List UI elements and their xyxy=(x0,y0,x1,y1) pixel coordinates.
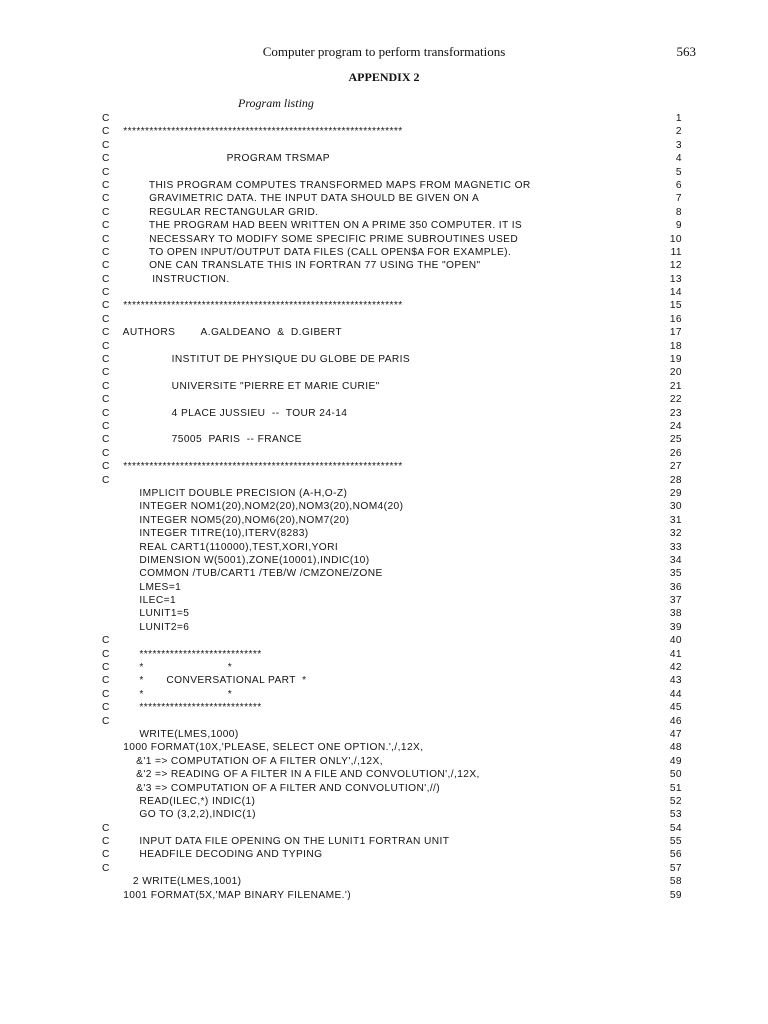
code-text: INSTITUT DE PHYSIQUE DU GLOBE DE PARIS xyxy=(120,354,411,366)
code-text: &'3 => COMPUTATION OF A FILTER AND CONVOLUTION',//) xyxy=(120,782,441,794)
line-number: 24 xyxy=(669,420,682,432)
line-number: 13 xyxy=(669,273,682,285)
listing-line xyxy=(0,273,768,286)
line-number: 54 xyxy=(669,822,682,834)
line-number: 4 xyxy=(675,153,682,165)
listing-line xyxy=(0,152,768,165)
code-text: &'1 => COMPUTATION OF A FILTER ONLY',/,12X, xyxy=(120,755,383,767)
listing-line xyxy=(0,500,768,513)
comment-marker: C xyxy=(102,862,110,874)
line-number: 10 xyxy=(669,233,682,245)
comment-marker: C xyxy=(102,153,110,165)
code-text: ILEC=1 xyxy=(120,595,177,607)
comment-marker: C xyxy=(102,461,110,473)
comment-marker: C xyxy=(102,300,110,312)
listing-line xyxy=(0,848,768,861)
code-text: HEADFILE DECODING AND TYPING xyxy=(120,849,323,861)
code-text: LUNIT2=6 xyxy=(120,621,190,633)
listing-line xyxy=(0,782,768,795)
listing-line xyxy=(0,393,768,406)
line-number: 23 xyxy=(669,407,682,419)
line-number: 3 xyxy=(675,139,682,151)
listing-line xyxy=(0,112,768,125)
listing-line xyxy=(0,554,768,567)
code-text: DIMENSION W(5001),ZONE(10001),INDIC(10) xyxy=(120,554,370,566)
line-number: 17 xyxy=(669,327,682,339)
listing-line xyxy=(0,835,768,848)
listing-line xyxy=(0,889,768,902)
listing-line xyxy=(0,755,768,768)
comment-marker: C xyxy=(102,273,110,285)
comment-marker: C xyxy=(102,715,110,727)
listing-line xyxy=(0,514,768,527)
comment-marker: C xyxy=(102,434,110,446)
listing-line xyxy=(0,206,768,219)
code-text: * * xyxy=(120,662,233,674)
line-number: 59 xyxy=(669,889,682,901)
line-number: 57 xyxy=(669,862,682,874)
line-number: 44 xyxy=(669,688,682,700)
listing-line xyxy=(0,353,768,366)
code-text: THE PROGRAM HAD BEEN WRITTEN ON A PRIME 350 COMPUTER. IT IS xyxy=(120,220,523,232)
comment-marker: C xyxy=(102,367,110,379)
listing-line xyxy=(0,139,768,152)
listing-line xyxy=(0,768,768,781)
listing-line xyxy=(0,460,768,473)
comment-marker: C xyxy=(102,327,110,339)
code-text: AUTHORS A.GALDEANO & D.GIBERT xyxy=(120,327,343,339)
line-number: 26 xyxy=(669,447,682,459)
listing-line xyxy=(0,581,768,594)
line-number: 41 xyxy=(669,648,682,660)
comment-marker: C xyxy=(102,836,110,848)
code-text: LUNIT1=5 xyxy=(120,608,190,620)
line-number: 27 xyxy=(669,461,682,473)
line-number: 18 xyxy=(669,340,682,352)
line-number: 52 xyxy=(669,795,682,807)
comment-marker: C xyxy=(102,662,110,674)
line-number: 32 xyxy=(669,528,682,540)
listing-line xyxy=(0,621,768,634)
line-number: 16 xyxy=(669,313,682,325)
listing-caption: Program listing xyxy=(238,96,314,110)
comment-marker: C xyxy=(102,675,110,687)
line-number: 5 xyxy=(675,166,682,178)
line-number: 6 xyxy=(675,179,682,191)
comment-marker: C xyxy=(102,260,110,272)
line-number: 14 xyxy=(669,287,682,299)
comment-marker: C xyxy=(102,635,110,647)
code-text: **************************************************************** xyxy=(120,300,403,312)
code-text: **************************************************************** xyxy=(120,461,403,473)
listing-line xyxy=(0,648,768,661)
comment-marker: C xyxy=(102,474,110,486)
comment-marker: C xyxy=(102,287,110,299)
listing-line xyxy=(0,875,768,888)
listing-line xyxy=(0,233,768,246)
comment-marker: C xyxy=(102,354,110,366)
listing-line xyxy=(0,634,768,647)
code-text: INPUT DATA FILE OPENING ON THE LUNIT1 FORTRAN UNIT xyxy=(120,836,450,848)
code-text: GO TO (3,2,2),INDIC(1) xyxy=(120,809,256,821)
line-number: 50 xyxy=(669,769,682,781)
code-text: UNIVERSITE "PIERRE ET MARIE CURIE" xyxy=(120,380,380,392)
listing-line xyxy=(0,433,768,446)
listing-line xyxy=(0,822,768,835)
listing-line xyxy=(0,326,768,339)
comment-marker: C xyxy=(102,340,110,352)
listing-line xyxy=(0,674,768,687)
line-number: 38 xyxy=(669,608,682,620)
comment-marker: C xyxy=(102,407,110,419)
code-text: INSTRUCTION. xyxy=(120,273,230,285)
line-number: 20 xyxy=(669,367,682,379)
comment-marker: C xyxy=(102,702,110,714)
code-text: NECESSARY TO MODIFY SOME SPECIFIC PRIME SUBROUTINES USED xyxy=(120,233,519,245)
code-text: * * xyxy=(120,688,233,700)
line-number: 30 xyxy=(669,501,682,513)
listing-line xyxy=(0,487,768,500)
comment-marker: C xyxy=(102,313,110,325)
code-text: REGULAR RECTANGULAR GRID. xyxy=(120,206,319,218)
comment-marker: C xyxy=(102,193,110,205)
listing-line xyxy=(0,474,768,487)
line-number: 8 xyxy=(675,206,682,218)
listing-line xyxy=(0,795,768,808)
listing-line xyxy=(0,715,768,728)
page-number: 563 xyxy=(676,44,696,59)
line-number: 48 xyxy=(669,742,682,754)
listing-line xyxy=(0,594,768,607)
comment-marker: C xyxy=(102,420,110,432)
line-number: 21 xyxy=(669,380,682,392)
line-number: 22 xyxy=(669,394,682,406)
line-number: 55 xyxy=(669,836,682,848)
listing-line xyxy=(0,313,768,326)
listing-line xyxy=(0,219,768,232)
listing-line xyxy=(0,192,768,205)
code-text: 75005 PARIS -- FRANCE xyxy=(120,434,302,446)
listing-line xyxy=(0,259,768,272)
line-number: 28 xyxy=(669,474,682,486)
comment-marker: C xyxy=(102,648,110,660)
comment-marker: C xyxy=(102,849,110,861)
line-number: 15 xyxy=(669,300,682,312)
comment-marker: C xyxy=(102,179,110,191)
listing-line xyxy=(0,728,768,741)
line-number: 37 xyxy=(669,595,682,607)
line-number: 43 xyxy=(669,675,682,687)
line-number: 12 xyxy=(669,260,682,272)
code-text: * CONVERSATIONAL PART * xyxy=(120,675,307,687)
listing-line xyxy=(0,366,768,379)
listing-line xyxy=(0,380,768,393)
line-number: 29 xyxy=(669,487,682,499)
listing-line xyxy=(0,299,768,312)
line-number: 34 xyxy=(669,554,682,566)
line-number: 11 xyxy=(670,246,682,258)
listing-line xyxy=(0,286,768,299)
listing-line xyxy=(0,567,768,580)
listing-line xyxy=(0,541,768,554)
code-text: 2 WRITE(LMES,1001) xyxy=(120,876,242,888)
line-number: 2 xyxy=(675,126,682,138)
comment-marker: C xyxy=(102,220,110,232)
comment-marker: C xyxy=(102,822,110,834)
program-listing xyxy=(0,112,768,902)
code-text: INTEGER NOM5(20),NOM6(20),NOM7(20) xyxy=(120,514,350,526)
code-text: THIS PROGRAM COMPUTES TRANSFORMED MAPS FROM MAGNETIC OR xyxy=(120,179,531,191)
line-number: 51 xyxy=(669,782,682,794)
comment-marker: C xyxy=(102,206,110,218)
line-number: 53 xyxy=(669,809,682,821)
listing-line xyxy=(0,407,768,420)
comment-marker: C xyxy=(102,113,110,124)
code-text: 4 PLACE JUSSIEU -- TOUR 24-14 xyxy=(120,407,348,419)
comment-marker: C xyxy=(102,246,110,258)
line-number: 45 xyxy=(669,702,682,714)
code-text: TO OPEN INPUT/OUTPUT DATA FILES (CALL OPEN$A FOR EXAMPLE). xyxy=(120,246,512,258)
line-number: 19 xyxy=(669,354,682,366)
code-text: IMPLICIT DOUBLE PRECISION (A-H,O-Z) xyxy=(120,487,348,499)
line-number: 42 xyxy=(669,662,682,674)
appendix-heading: APPENDIX 2 xyxy=(348,70,420,84)
code-text: **************************************************************** xyxy=(120,126,403,138)
listing-line xyxy=(0,741,768,754)
line-number: 25 xyxy=(669,434,682,446)
listing-line xyxy=(0,701,768,714)
line-number: 46 xyxy=(669,715,682,727)
listing-line xyxy=(0,527,768,540)
line-number: 7 xyxy=(675,193,682,205)
running-header-title: Computer program to perform transformations xyxy=(262,44,506,59)
listing-line xyxy=(0,607,768,620)
line-number: 56 xyxy=(669,849,682,861)
line-number: 31 xyxy=(669,514,682,526)
line-number: 1 xyxy=(675,113,682,124)
comment-marker: C xyxy=(102,233,110,245)
line-number: 58 xyxy=(669,876,682,888)
comment-marker: C xyxy=(102,447,110,459)
listing-line xyxy=(0,661,768,674)
listing-line xyxy=(0,166,768,179)
line-number: 33 xyxy=(669,541,682,553)
listing-line xyxy=(0,125,768,138)
code-text: WRITE(LMES,1000) xyxy=(120,728,239,740)
line-number: 40 xyxy=(669,635,682,647)
comment-marker: C xyxy=(102,126,110,138)
listing-line xyxy=(0,808,768,821)
comment-marker: C xyxy=(102,166,110,178)
comment-marker: C xyxy=(102,688,110,700)
line-number: 47 xyxy=(669,728,682,740)
line-number: 49 xyxy=(669,755,682,767)
listing-line xyxy=(0,420,768,433)
code-text: 1001 FORMAT(5X,'MAP BINARY FILENAME.') xyxy=(120,889,352,901)
code-text: REAL CART1(110000),TEST,XORI,YORI xyxy=(120,541,339,553)
line-number: 9 xyxy=(675,220,682,232)
code-text: &'2 => READING OF A FILTER IN A FILE AND CONVOLUTION',/,12X, xyxy=(120,769,480,781)
code-text: **************************** xyxy=(120,702,262,714)
code-text: PROGRAM TRSMAP xyxy=(120,153,330,165)
line-number: 35 xyxy=(669,568,682,580)
code-text: 1000 FORMAT(10X,'PLEASE, SELECT ONE OPTION.',/,12X, xyxy=(120,742,424,754)
listing-line xyxy=(0,688,768,701)
listing-line xyxy=(0,246,768,259)
comment-marker: C xyxy=(102,394,110,406)
comment-marker: C xyxy=(102,139,110,151)
listing-line xyxy=(0,340,768,353)
code-text: INTEGER NOM1(20),NOM2(20),NOM3(20),NOM4(20) xyxy=(120,501,404,513)
listing-line xyxy=(0,179,768,192)
listing-line xyxy=(0,862,768,875)
code-text: INTEGER TITRE(10),ITERV(8283) xyxy=(120,528,309,540)
line-number: 39 xyxy=(669,621,682,633)
code-text: ONE CAN TRANSLATE THIS IN FORTRAN 77 USING THE "OPEN" xyxy=(120,260,481,272)
code-text: READ(ILEC,*) INDIC(1) xyxy=(120,795,256,807)
comment-marker: C xyxy=(102,380,110,392)
line-number: 36 xyxy=(669,581,682,593)
code-text: GRAVIMETRIC DATA. THE INPUT DATA SHOULD BE GIVEN ON A xyxy=(120,193,480,205)
code-text: **************************** xyxy=(120,648,262,660)
code-text: LMES=1 xyxy=(120,581,182,593)
code-text: COMMON /TUB/CART1 /TEB/W /CMZONE/ZONE xyxy=(120,568,383,580)
listing-line xyxy=(0,447,768,460)
